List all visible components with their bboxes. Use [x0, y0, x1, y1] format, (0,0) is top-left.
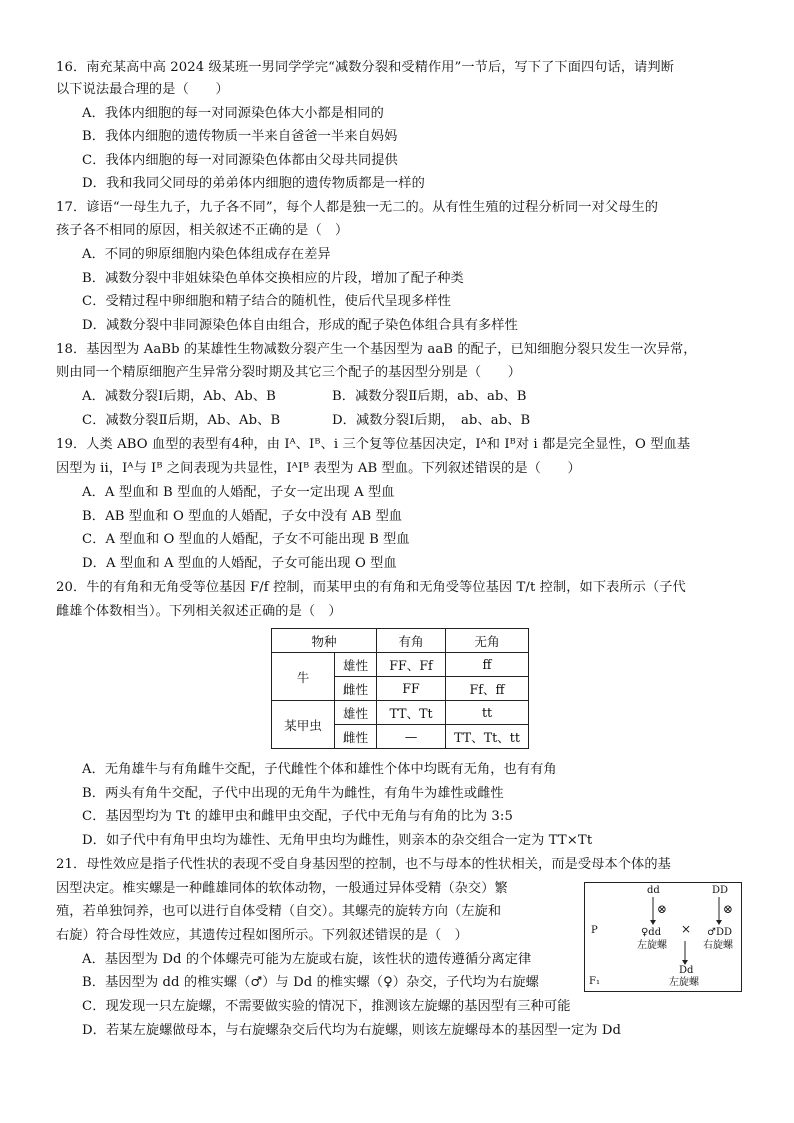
th-horned: 有角: [377, 629, 446, 653]
label-f1: F₁: [589, 976, 600, 987]
label-male-DD: ♂DD: [707, 927, 732, 938]
q20-stem-line2: 雌雄个体数相当）。下列相关叙述正确的是（ ）: [56, 604, 342, 619]
genotype-table: [271, 628, 529, 749]
q16-option-c: C．我体内细胞的每一对同源染色体都由父母共同提供: [82, 153, 398, 168]
q21-stem-line4: 右旋）符合母性效应，其遗传过程如图所示。下列叙述错误的是（ ）: [56, 928, 468, 943]
cell-cow-male-hornless: ff: [446, 653, 529, 677]
label-right-snail: 右旋螺: [703, 940, 733, 951]
q19-option-c: C．A 型血和 O 型血的人婚配，子女不可能出现 B 型血: [82, 532, 410, 547]
q21-option-b: B．基因型为 dd 的椎实螺（♂）与 Dd 的椎实螺（♀）杂交，子代均为右旋螺: [82, 975, 539, 990]
q21-option-d: D．若某左旋螺做母本，与右旋螺杂交后代均为右旋螺，则该左旋螺母本的基因型一定为 Dd: [82, 1023, 622, 1038]
q18-stem-line2: 则由同一个精原细胞产生异常分裂时期及其它三个配子的基因型分别是（ ）: [56, 365, 522, 380]
label-f1-snail: 左旋螺: [669, 977, 699, 988]
arrow-DD-head: [716, 920, 722, 925]
q19-stem-line2: 因型为 ii，Iᴬ与 Iᴮ 之间表现为共显性，IᴬIᴮ 表型为 AB 型血。下列叙述错误的是（ ）: [56, 461, 581, 476]
q18-stem-line1: 18．基因型为 AaBb 的某雄性生物减数分裂产生一个基因型为 aaB 的配子，已知细胞分裂只发生一次异常，: [56, 342, 697, 357]
q16-option-d: D．我和我同父同母的弟弟体内细胞的遗传物质都是一样的: [82, 176, 425, 191]
th-species: 物种: [272, 629, 377, 653]
label-p: P: [591, 925, 598, 936]
cell-cow-male-horned: FF、Ff: [377, 653, 446, 677]
q18-option-a: A．减数分裂Ⅰ后期，Ab、Ab、B: [82, 389, 276, 404]
cell-cow-female-hornless: Ff、ff: [446, 677, 529, 701]
self-cross-icon-right: ⊗: [723, 902, 734, 916]
q20-option-d: D．如子代中有角甲虫均为雄性、无角甲虫均为雌性，则亲本的杂交组合一定为 TT×Tt: [82, 833, 593, 848]
label-Dd: Dd: [679, 965, 694, 976]
label-left-snail: 左旋螺: [637, 940, 667, 951]
label-DD-top: DD: [712, 885, 729, 896]
q17-option-d: D．减数分裂中非同源染色体自由组合，形成的配子染色体组合具有多样性: [82, 318, 518, 333]
q16-stem-line1: 16．南充某高中高 2024 级某班一男同学学完“减数分裂和受精作用”一节后，写下了下面四句话，请判断: [56, 60, 674, 75]
q19-stem-line1: 19．人类 ABO 血型的表型有4种，由 Iᴬ、Iᴮ、i 三个复等位基因决定，Iᴬ和 Iᴮ对 i 都是完全显性，O 型血基: [56, 437, 691, 452]
q20-option-a: A．无角雄牛与有角雌牛交配，子代雌性个体和雄性个体中均既有无角，也有有角: [82, 762, 557, 777]
q17-stem-line1: 17．谚语“一母生九子，九子各不同”，每个人都是独一无二的。从有性生殖的过程分析同一对父母生的: [56, 200, 659, 215]
cross-symbol: ×: [681, 922, 692, 936]
q21-option-c: C．现发现一只左旋螺，不需要做实验的情况下，推测该左旋螺的基因型有三种可能: [82, 999, 571, 1014]
q21-stem-line2: 因型决定。椎实螺是一种雌雄同体的软体动物，一般通过异体受精（杂交）繁: [56, 881, 508, 896]
q18-option-b: B．减数分裂Ⅱ后期，ab、ab、B: [332, 389, 527, 404]
cell-beetle-male-horned: TT、Tt: [377, 701, 446, 725]
q19-option-d: D．A 型血和 A 型血的人婚配，子女可能出现 O 型血: [82, 556, 397, 571]
cell-cow-female: 雌性: [335, 677, 377, 701]
cell-beetle-female-horned: —: [377, 725, 446, 749]
cell-cow-female-horned: FF: [377, 677, 446, 701]
q17-option-a: A．不同的卵原细胞内染色体组成存在差异: [82, 247, 331, 262]
snail-inheritance-diagram: [584, 882, 742, 992]
cell-beetle-male: 雄性: [335, 701, 377, 725]
q21-stem-line3: 殖，若单独饲养，也可以进行自体受精（自交）。其螺壳的旋转方向（左旋和: [56, 904, 502, 919]
cell-cow: 牛: [272, 653, 335, 701]
label-female-dd: ♀dd: [641, 927, 662, 938]
q19-option-a: A．A 型血和 B 型血的人婚配，子女一定出现 A 型血: [82, 485, 395, 500]
q18-option-d: D．减数分裂Ⅰ后期， ab、ab、B: [332, 413, 531, 428]
label-dd-top: dd: [647, 885, 660, 896]
th-hornless: 无角: [446, 629, 529, 653]
self-cross-icon-left: ⊗: [657, 902, 668, 916]
q21-option-a: A．基因型为 Dd 的个体螺壳可能为左旋或右旋，该性状的遗传遵循分离定律: [82, 952, 532, 967]
cell-cow-male: 雄性: [335, 653, 377, 677]
q19-option-b: B．AB 型血和 O 型血的人婚配，子女中没有 AB 型血: [82, 509, 403, 524]
q20-option-b: B．两头有角牛交配，子代中出现的无角牛为雌性，有角牛为雄性或雌性: [82, 786, 504, 801]
q17-option-c: C．受精过程中卵细胞和精子结合的随机性，使后代呈现多样性: [82, 294, 451, 309]
arrow-dd-head: [650, 920, 656, 925]
q17-stem-line2: 孩子各不相同的原因，相关叙述不正确的是（ ）: [56, 223, 349, 238]
q16-option-a: A．我体内细胞的每一对同源染色体大小都是相同的: [82, 106, 384, 121]
q17-option-b: B．减数分裂中非姐妹染色单体交换相应的片段，增加了配子种类: [82, 271, 464, 286]
q16-stem-line2: 以下说法最合理的是（ ）: [56, 82, 229, 97]
q21-stem-line1: 21．母性效应是指子代性状的表现不受自身基因型的控制，也不与母本的性状相关，而是受母本个体的基: [56, 857, 671, 872]
cell-beetle-female: 雌性: [335, 725, 377, 749]
cell-beetle-male-hornless: tt: [446, 701, 529, 725]
q18-option-c: C．减数分裂Ⅱ后期，Ab、Ab、B: [82, 413, 281, 428]
q16-option-b: B．我体内细胞的遗传物质一半来自爸爸一半来自妈妈: [82, 129, 398, 144]
cell-beetle-female-hornless: TT、Tt、tt: [446, 725, 529, 749]
cell-beetle: 某甲虫: [272, 701, 335, 749]
q20-option-c: C．基因型均为 Tt 的雄甲虫和雌甲虫交配，子代中无角与有角的比为 3:5: [82, 809, 513, 824]
q20-stem-line1: 20．牛的有角和无角受等位基因 F/f 控制，而某甲虫的有角和无角受等位基因 T/t 控制，如下表所示（子代: [56, 580, 686, 595]
